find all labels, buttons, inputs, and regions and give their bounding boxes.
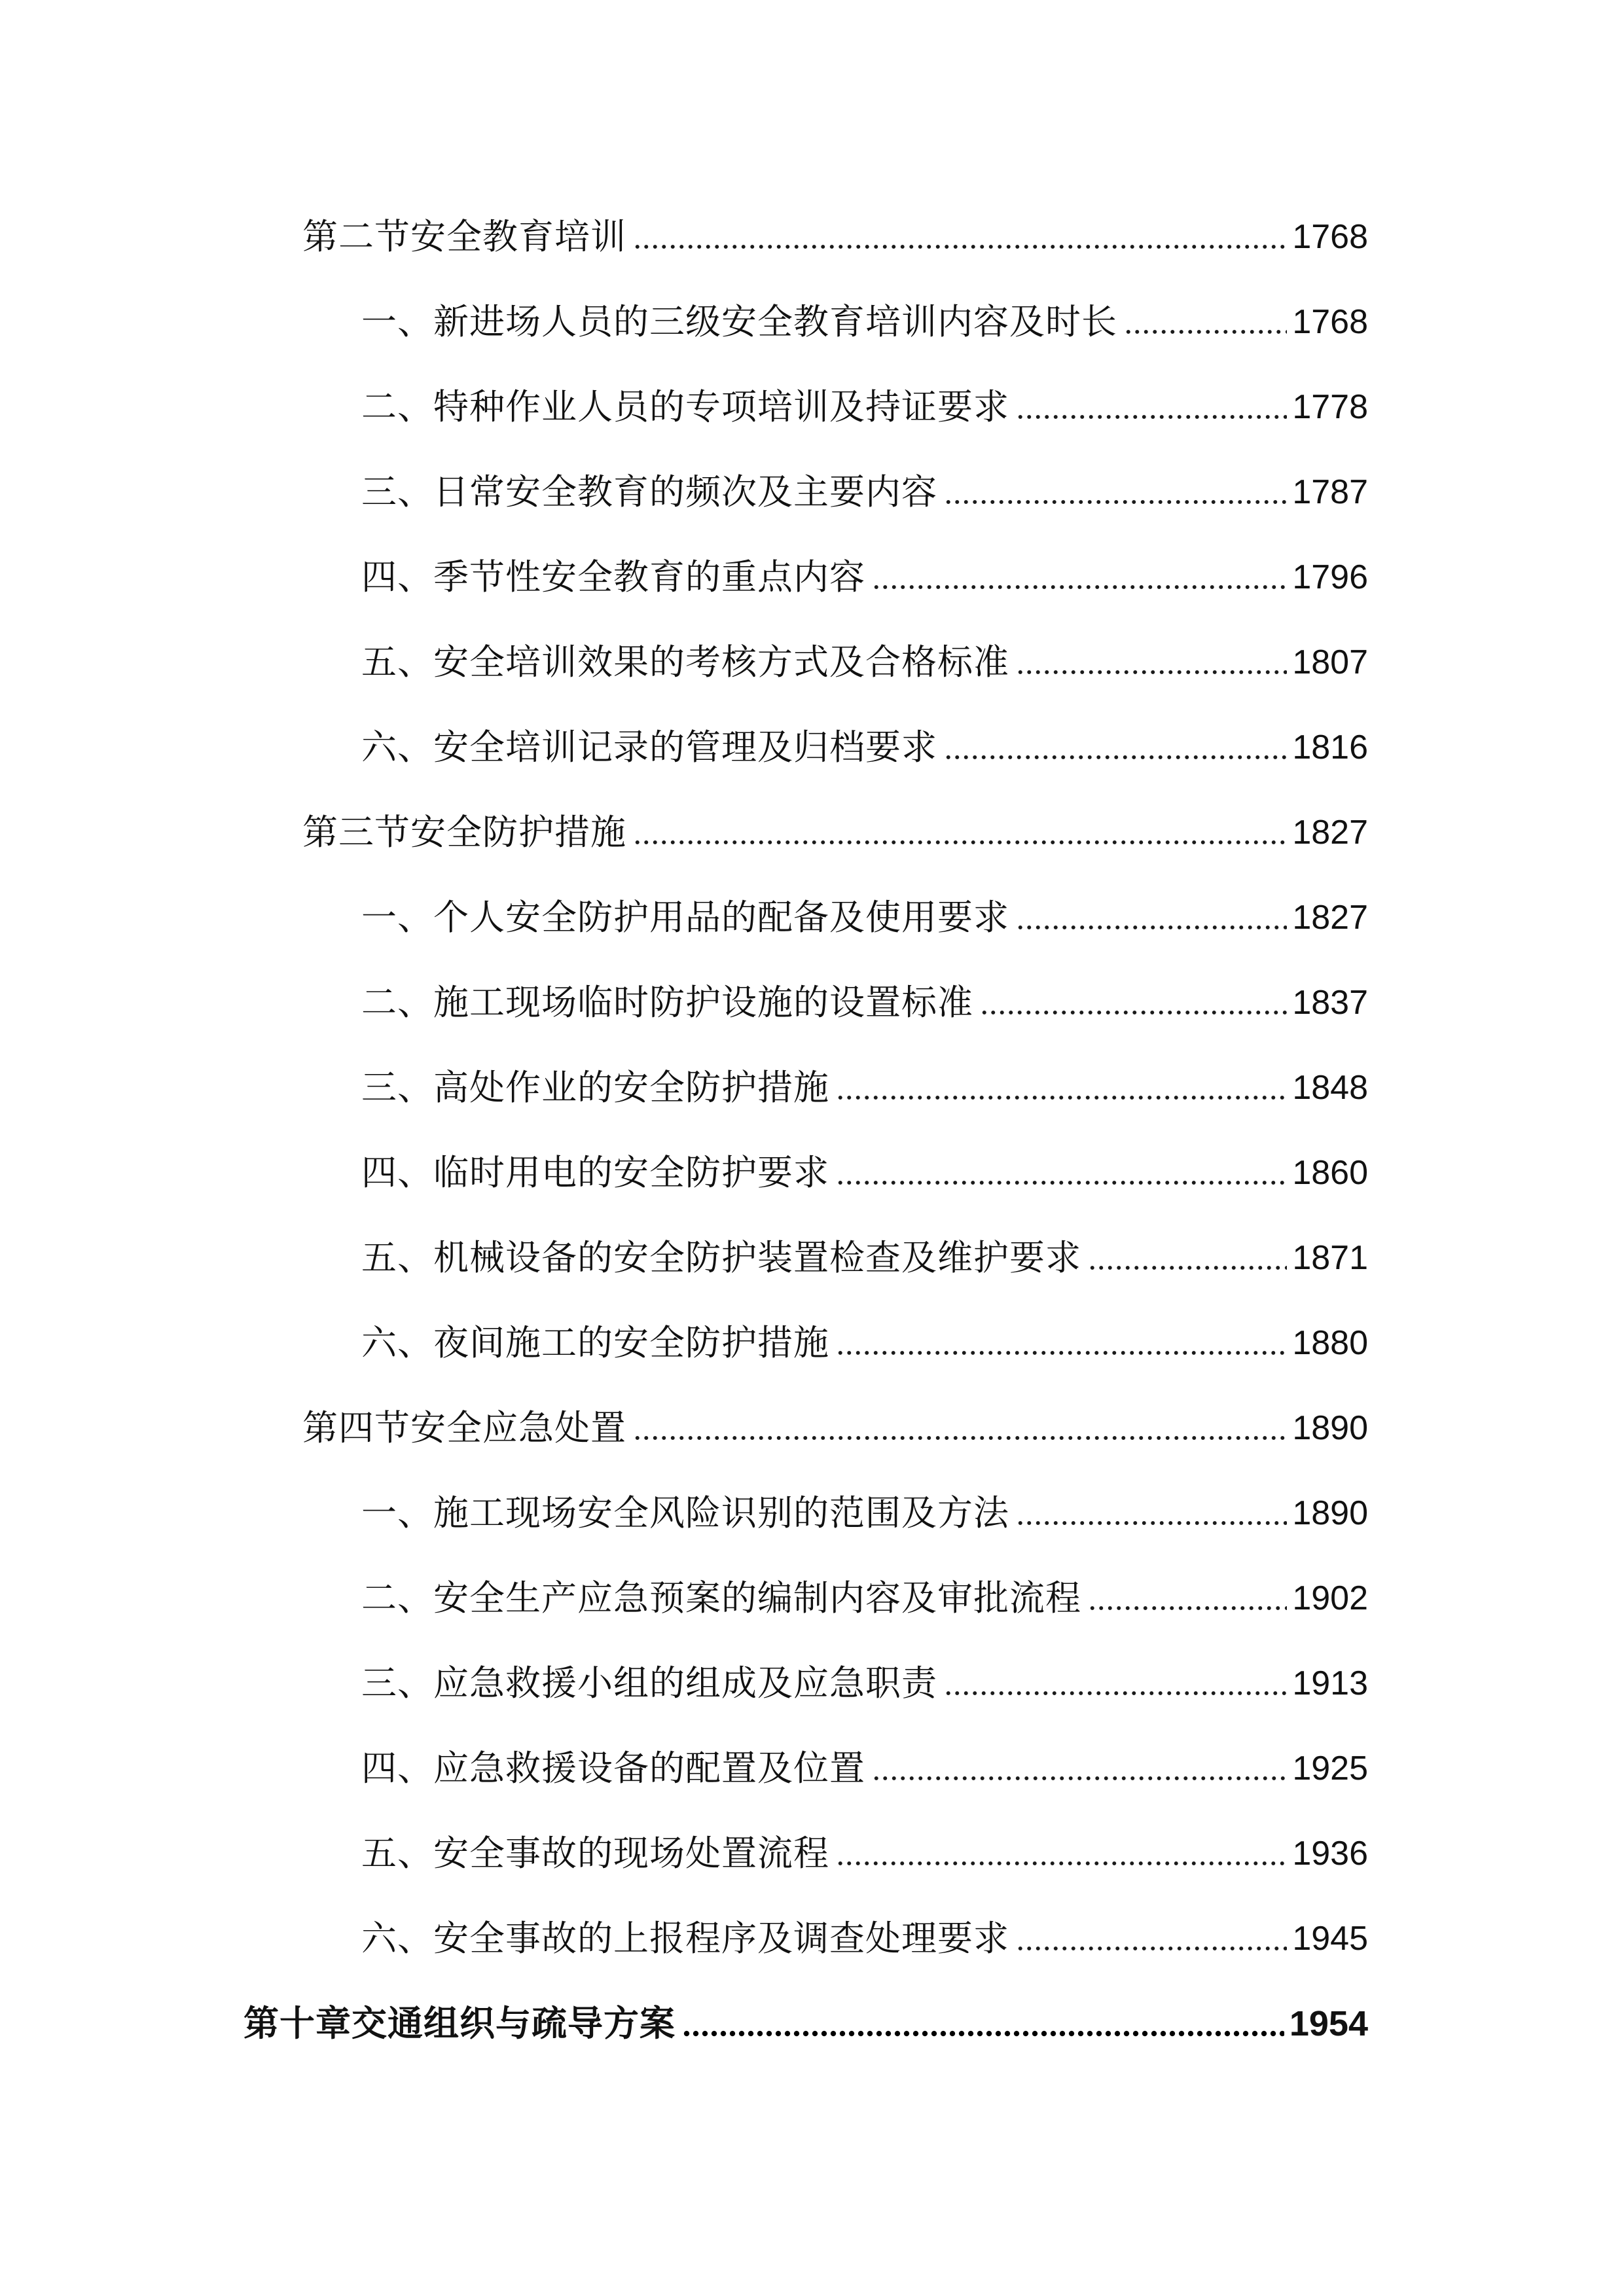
toc-entry-page-number: 1925: [1292, 1749, 1368, 1787]
toc-entry-page-number: 1890: [1292, 1494, 1368, 1532]
toc-entry-title: 四、应急救援设备的配置及位置: [361, 1748, 865, 1789]
toc-entry-subsection[interactable]: [361, 1742, 1368, 1795]
toc-entry-title: 六、夜间施工的安全防护措施: [361, 1322, 829, 1363]
toc-entry-title: 三、应急救援小组的组成及应急职责: [361, 1662, 937, 1704]
toc-entry-title: 第三节安全防护措施: [302, 812, 626, 853]
toc-dot-leader: [1016, 1945, 1287, 1952]
toc-entry-section[interactable]: [302, 1402, 1368, 1454]
toc-entry-page-number: 1816: [1292, 728, 1368, 766]
toc-entry-title: 第二节安全教育培训: [302, 216, 626, 257]
toc-entry-title: 第四节安全应急处置: [302, 1407, 626, 1448]
toc-entry-subsection[interactable]: [361, 466, 1368, 518]
toc-entry-page-number: 1902: [1292, 1579, 1368, 1617]
toc-entry-subsection[interactable]: [361, 1827, 1368, 1880]
toc-entry-subsection[interactable]: [361, 551, 1368, 603]
toc-dot-leader: [980, 1009, 1287, 1016]
toc-dot-leader: [633, 1435, 1287, 1441]
toc-entry-title: 五、机械设备的安全防护装置检查及维护要求: [361, 1237, 1081, 1278]
toc-entry-subsection[interactable]: [361, 1572, 1368, 1624]
toc-entry-page-number: 1880: [1292, 1324, 1368, 1362]
toc-entry-page-number: 1787: [1292, 473, 1368, 511]
toc-dot-leader: [872, 584, 1287, 590]
toc-entry-page-number: 1848: [1292, 1069, 1368, 1107]
toc-entry-title: 一、施工现场安全风险识别的范围及方法: [361, 1492, 1009, 1534]
toc-entry-subsection[interactable]: [361, 381, 1368, 433]
toc-dot-leader: [1016, 414, 1287, 420]
toc-dot-leader: [872, 1775, 1287, 1782]
toc-entry-page-number: 1945: [1292, 1920, 1368, 1958]
toc-dot-leader: [1016, 669, 1287, 675]
toc-dot-leader: [944, 499, 1287, 505]
toc-entry-title: 四、临时用电的安全防护要求: [361, 1152, 829, 1193]
toc-entry-subsection[interactable]: [361, 1657, 1368, 1710]
toc-entry-section[interactable]: [302, 806, 1368, 859]
toc-entry-page-number: 1796: [1292, 558, 1368, 596]
toc-dot-leader: [682, 2030, 1284, 2037]
toc-entry-title: 一、个人安全防护用品的配备及使用要求: [361, 897, 1009, 938]
toc-entry-subsection[interactable]: [361, 1232, 1368, 1284]
toc-entry-subsection[interactable]: [361, 1912, 1368, 1965]
toc-dot-leader: [1016, 924, 1287, 931]
toc-dot-leader: [1124, 329, 1287, 335]
toc-dot-leader: [1088, 1265, 1287, 1271]
toc-entry-page-number: 1860: [1292, 1154, 1368, 1192]
toc-dot-leader: [1016, 1520, 1287, 1526]
toc-entry-title: 二、安全生产应急预案的编制内容及审批流程: [361, 1577, 1081, 1619]
toc-entry-page-number: 1768: [1292, 218, 1368, 256]
toc-entry-page-number: 1954: [1289, 2004, 1368, 2043]
toc-entry-title: 五、安全培训效果的考核方式及合格标准: [361, 641, 1009, 683]
toc-entry-page-number: 1890: [1292, 1409, 1368, 1447]
toc-entry-title: 三、高处作业的安全防护措施: [361, 1067, 829, 1108]
toc-entry-page-number: 1936: [1292, 1835, 1368, 1873]
toc-entry-page-number: 1807: [1292, 643, 1368, 681]
toc-dot-leader: [836, 1860, 1287, 1867]
toc-entry-title: 六、安全培训记录的管理及归档要求: [361, 726, 937, 768]
toc-entry-subsection[interactable]: [361, 1062, 1368, 1114]
toc-entry-subsection[interactable]: [361, 721, 1368, 774]
toc-entry-page-number: 1837: [1292, 984, 1368, 1022]
toc-entry-subsection[interactable]: [361, 1147, 1368, 1199]
toc-dot-leader: [633, 243, 1287, 250]
toc-entry-subsection[interactable]: [361, 977, 1368, 1029]
toc-entry-title: 五、安全事故的现场处置流程: [361, 1833, 829, 1874]
toc-entry-subsection[interactable]: [361, 296, 1368, 348]
toc-entry-page-number: 1827: [1292, 899, 1368, 937]
toc-entry-title: 二、施工现场临时防护设施的设置标准: [361, 982, 973, 1023]
toc-dot-leader: [944, 754, 1287, 761]
toc-dot-leader: [836, 1350, 1287, 1356]
toc-entry-title: 第十章交通组织与疏导方案: [244, 2003, 676, 2044]
toc-entry-page-number: 1778: [1292, 388, 1368, 426]
toc-dot-leader: [836, 1094, 1287, 1101]
toc-entry-page-number: 1913: [1292, 1664, 1368, 1702]
toc-entry-section[interactable]: [302, 211, 1368, 263]
toc-entry-page-number: 1871: [1292, 1239, 1368, 1277]
toc-entry-subsection[interactable]: [361, 891, 1368, 944]
toc-entry-subsection[interactable]: [361, 1317, 1368, 1369]
toc-entry-title: 二、特种作业人员的专项培训及持证要求: [361, 386, 1009, 427]
toc-entry-title: 一、新进场人员的三级安全教育培训内容及时长: [361, 301, 1117, 342]
toc-dot-leader: [1088, 1605, 1287, 1611]
toc-entry-chapter[interactable]: [244, 1998, 1368, 2050]
toc-entry-title: 六、安全事故的上报程序及调查处理要求: [361, 1918, 1009, 1959]
toc-entry-subsection[interactable]: [361, 636, 1368, 689]
toc-entry-title: 三、日常安全教育的频次及主要内容: [361, 471, 937, 512]
toc-entry-page-number: 1768: [1292, 303, 1368, 341]
toc-entry-title: 四、季节性安全教育的重点内容: [361, 556, 865, 598]
toc-dot-leader: [944, 1690, 1287, 1696]
toc-dot-leader: [836, 1179, 1287, 1186]
toc-entry-subsection[interactable]: [361, 1487, 1368, 1539]
toc-dot-leader: [633, 839, 1287, 846]
toc-entry-page-number: 1827: [1292, 814, 1368, 852]
